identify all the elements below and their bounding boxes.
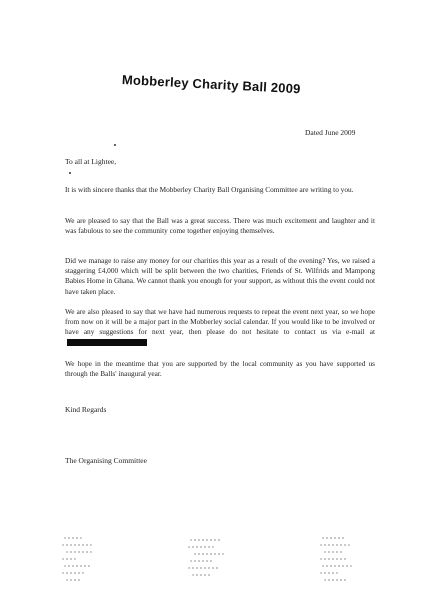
letter-title: Mobberley Charity Ball 2009 xyxy=(121,72,301,97)
redacted-email xyxy=(67,339,147,346)
closing: Kind Regards xyxy=(65,405,107,414)
faded-signature-center xyxy=(188,535,238,585)
paragraph-fundraising: Did we manage to raise any money for our charities this year as a result of the evening? Yes, we raised a staggering £4,000 which will be split between the two charities, Friends of St. Wilfrids and Mampong Babies Home in Ghana. We cannot thank you enough for your support, as without this the event could not have taken place. xyxy=(65,256,375,296)
letter-date: Dated June 2009 xyxy=(305,128,356,137)
faded-signature-left xyxy=(62,535,112,585)
paragraph-thanks: It is with sincere thanks that the Mobberley Charity Ball Organising Committee are writing to you. xyxy=(65,185,354,194)
paragraph-success: We are pleased to say that the Ball was a great success. There was much excitement and laughter and it was fabulous to see the community come together enjoying themselves. xyxy=(65,216,375,236)
salutation: To all at Lightee, xyxy=(65,157,117,166)
ink-speck xyxy=(69,172,71,174)
signoff: The Organising Committee xyxy=(65,456,147,465)
ink-speck xyxy=(114,144,116,146)
faded-signature-right xyxy=(320,535,370,585)
paragraph-next-year-text: We are also pleased to say that we have had numerous requests to repeat the event next year, so we hope from now on it will be a major part in the Mobberley social calendar. If you would like to be involved or have any suggestions for next year, then please do not hesitate to contact us via e-mail at xyxy=(65,307,375,337)
paragraph-support: We hope in the meantime that you are supported by the local community as you have supported us through the Balls' inaugural year. xyxy=(65,359,375,379)
paragraph-next-year xyxy=(65,307,375,348)
